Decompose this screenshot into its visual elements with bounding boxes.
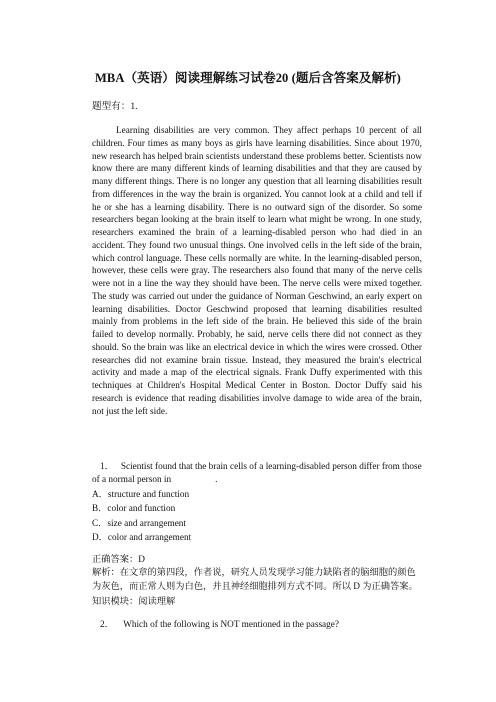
- option-a: A．structure and function: [92, 490, 190, 500]
- question-type-label: 题型有：1.: [92, 101, 138, 112]
- document-title: MBA（英语）阅读理解练习试卷20 (题后含答案及解析): [95, 71, 401, 85]
- reading-passage: Learning disabilities are very common. They affect perhaps 10 percent of all children. Four times as many boys as girls have learning disabilities. Since about 1970, new research has helped brain scientists understand these problems better. Scientists now know there are many different kinds of learning disabilities and that they are caused by many different things. There is no longer any question that all learning disabilities result from differences in the way the brain is organized. You cannot look at a child and tell if he or she has a learning disability. There is no outward sign of the disorder. So some researchers began looking at the brain itself to learn what might be wrong. In one study, researchers examined the brain of a learning-disabled person who had died in an accident. They found two unusual things. One involved cells in the left side of the brain, which control language. These cells normally are white. In the learning-disabled person, however, these cells were gray. The researchers also found that many of the nerve cells were not in a line the way they should have been. The nerve cells were mixed together. The study was carried out under the guidance of Norman Geschwind, an early expert on learning disabilities. Doctor Geschwind proposed that learning disabilities resulted mainly from problems in the left side of the brain. He believed this side of the brain failed to develop normally. Probably, he said, nerve cells there did not connect as they should. So the brain was like an electrical device in which the wires were crossed. Other researches did not examine brain tissue. Instead, they measured the brain's electrical activity and made a map of the electrical signals. Frank Duffy experimented with this techniques at Children's Hospital Medical Center in Boston. Doctor Duffy said his research is evidence that reading disabilities involve damage to wide area of the brain, not just the left side.: [92, 126, 422, 417]
- question-1-stem: Scientist found that the brain cells of a learning-disabled person differ from those of a normal person in: [92, 462, 422, 485]
- question-2-number: 2．: [100, 620, 114, 630]
- question-1-number: 1．: [100, 462, 114, 472]
- option-d: D．color and arrangement: [92, 532, 192, 543]
- question-1-options: [92, 488, 191, 545]
- correct-answer: 正确答案：D: [92, 555, 145, 565]
- answer-analysis: 解析：在文章的第四段，作者说，研究人员发现学习能力缺陷者的脑细胞的颜色为灰色，而正常人则为白色，并且神经细胞排列方式不同。所以 D 为正确答案。 知识模块：阅读理解: [92, 568, 418, 607]
- option-c: C．size and arrangement: [92, 518, 187, 529]
- question-1: [92, 461, 422, 487]
- question-2: [92, 619, 422, 632]
- question-2-stem: Which of the following is NOT mentioned in the passage?: [123, 620, 339, 630]
- option-b: B．color and function: [92, 504, 176, 515]
- question-1-stem-end: .: [215, 474, 218, 485]
